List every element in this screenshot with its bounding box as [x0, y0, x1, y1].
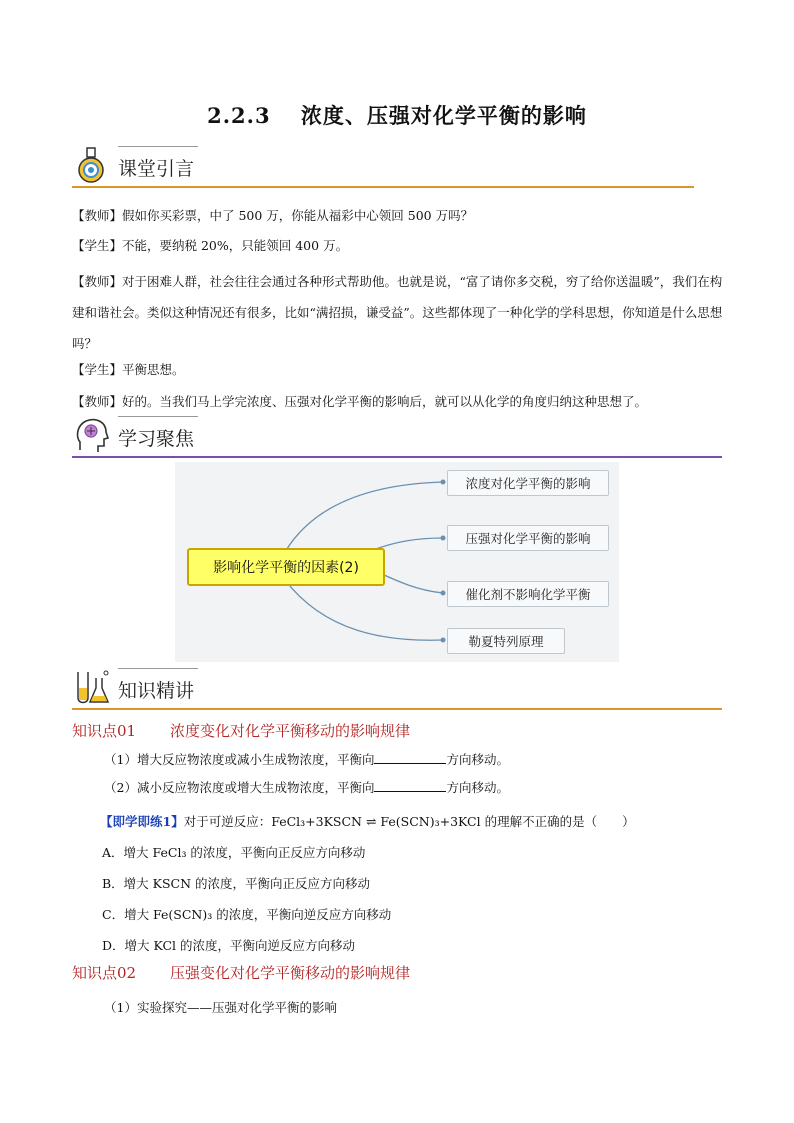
choice-b: B．增大 KSCN 的浓度，平衡向正反应方向移动 [102, 876, 371, 891]
knowledge-point-heading [72, 962, 410, 983]
header-top-rule [118, 668, 198, 669]
choice-d: D．增大 KCl 的浓度，平衡向逆反应方向移动 [102, 938, 356, 953]
knowledge-point-title: 浓度变化对化学平衡移动的影响规律 [170, 722, 411, 740]
section-header-focus [72, 416, 722, 458]
choice-a: A．增大 FeCl₃ 的浓度，平衡向正反应方向移动 [102, 845, 366, 860]
practice-question [100, 812, 635, 830]
kp-statement [104, 750, 509, 768]
flask-icon [74, 146, 108, 184]
intro-line: 【教师】假如你买彩票，中了 500 万，你能从福彩中心领回 500 万吗？ [72, 208, 474, 223]
section-rule [72, 708, 722, 710]
section-rule [72, 456, 722, 458]
mind-map-branch: 浓度对化学平衡的影响 [447, 470, 609, 496]
header-top-rule [118, 146, 198, 147]
mind-map [175, 462, 619, 662]
mind-map-branch: 催化剂不影响化学平衡 [447, 581, 609, 607]
knowledge-point-number: 知识点01 [72, 722, 137, 740]
page-title: 2.2.3 浓度、压强对化学平衡的影响 [207, 103, 587, 128]
practice-tag: 【即学即练1】 [100, 814, 184, 829]
mind-map-branch: 勒夏特列原理 [447, 628, 565, 654]
section-label: 课堂引言 [118, 158, 195, 180]
fill-blank [374, 751, 446, 764]
header-top-rule [118, 416, 198, 417]
section-label: 学习聚焦 [118, 428, 195, 450]
kp-statement: （1）实验探究——压强对化学平衡的影响 [104, 1000, 337, 1015]
section-header-intro [72, 146, 694, 188]
statement-text: （2）减小反应物浓度或增大生成物浓度，平衡向 [104, 780, 375, 795]
knowledge-point-heading [72, 720, 410, 741]
intro-paragraph: 【教师】对于困难人群，社会往往会通过各种形式帮助他。也就是说，“富了请你多交税，穷了给你送温暖”，我们在构建和谐社会。类似这种情况还有很多，比如“满招损，谦受益”。这些都体现了一种化学的学科思想，你知道是什么思想吗？ [72, 274, 723, 351]
statement-text: 方向移动。 [446, 780, 509, 795]
section-rule [72, 186, 694, 188]
statement-text: 方向移动。 [446, 752, 509, 767]
section-header-knowledge [72, 668, 722, 710]
choice-c: C．增大 Fe(SCN)₃ 的浓度，平衡向逆反应方向移动 [102, 907, 392, 922]
statement-text: （1）增大反应物浓度或减小生成物浓度，平衡向 [104, 752, 375, 767]
lab-flask-icon [72, 668, 112, 706]
practice-question-text: 对于可逆反应：FeCl₃+3KSCN ⇌ Fe(SCN)₃+3KCl 的理解不正确的是（ ） [183, 814, 635, 829]
fill-blank [374, 779, 446, 792]
knowledge-point-number: 知识点02 [72, 964, 137, 982]
intro-line: 【学生】不能，要纳税 20%，只能领回 400 万。 [72, 238, 349, 253]
kp-statement [104, 778, 509, 796]
knowledge-point-title: 压强变化对化学平衡移动的影响规律 [170, 964, 411, 982]
section-label: 知识精讲 [118, 680, 195, 702]
brain-head-icon [74, 416, 110, 456]
mind-map-branch: 压强对化学平衡的影响 [447, 525, 609, 551]
intro-line: 【教师】好的。当我们马上学完浓度、压强对化学平衡的影响后，就可以从化学的角度归纳这种思想了。 [72, 394, 648, 409]
mind-map-root: 影响化学平衡的因素(2) [187, 548, 385, 586]
intro-line: 【学生】平衡思想。 [72, 362, 185, 377]
